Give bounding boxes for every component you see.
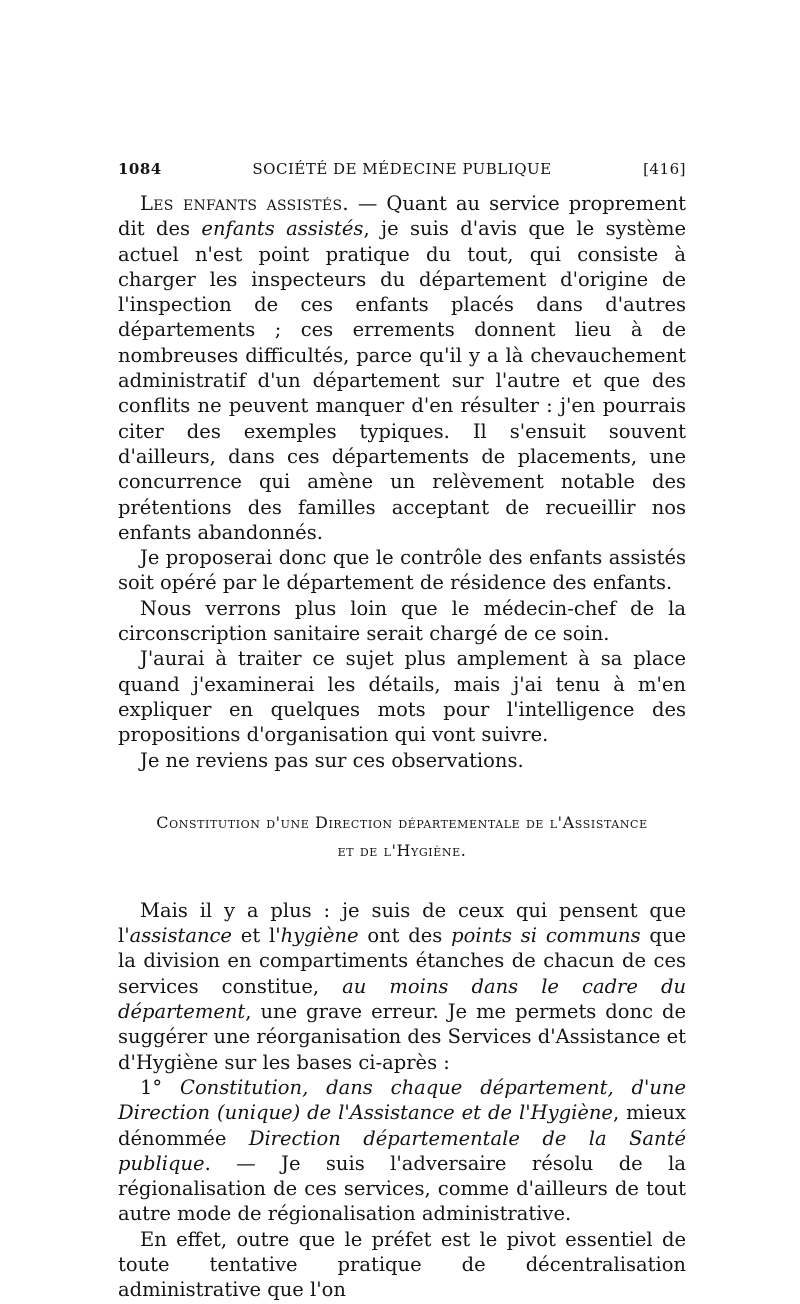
section-heading-line2: et de l'Hygiène. [337,840,467,860]
text-run: — Quant au service proprement dit des [118,192,687,241]
paragraph [118,898,686,1075]
italic-run: points si communs [451,924,641,948]
paragraph: Nous verrons plus loin que le médecin-chef de la circonscription sanitaire serait chargé de ce soin. [118,596,686,646]
text-run: que la division en compartiments étanches de chacun de ces services constitue, [118,924,686,998]
text-run: . — Je suis l'adversaire résolu de la régionalisation de ces services, comme d'ailleurs de tout autre mode de régionalisation administrative. [118,1151,686,1226]
section-heading-line1: Constitution d'une Direction départementale de l'Assistance [156,812,648,832]
italic-run: enfants assistés [201,217,364,241]
italic-run: hygiène [280,924,359,948]
bracket-number: [416] [643,160,686,178]
paragraph: En effet, outre que le préfet est le pivot essentiel de toute tentative pratique de décentralisation administrative que l'on [118,1227,686,1302]
paragraph: Je ne reviens pas sur ces observations. [140,748,524,772]
list-number: 1° [140,1075,163,1099]
section-heading [118,809,686,865]
paragraph: J'aurai à traiter ce sujet plus amplement à sa place quand j'examinerai les détails, mais j'ai tenu à m'en expliquer en quelques mots pour l'intelligence des propositions d'organisation qui vont suivre. [118,647,686,747]
paragraph: Je proposerai donc que le contrôle des enfants assistés soit opéré par le département de résidence des enfants. [118,546,686,595]
text-run: ont des [358,924,452,948]
paragraph [118,1075,686,1227]
text-run: Mais il y a plus : je suis de ceux qui pensent que l' [118,898,686,948]
running-title: SOCIÉTÉ DE MÉDECINE PUBLIQUE [252,160,552,178]
body-text [118,191,686,1303]
text-run: , une grave erreur. Je me permets donc de suggérer une réorganisation des Services d'Assistance et d'Hygiène sur les bases ci-après : [118,1000,686,1074]
text-run: , je suis d'avis que le système actuel n'est point pratique du tout, qui consiste à charger les inspecteurs du département d'origine de l'inspection de ces enfants placés dans d'autres départements ; ces errements donnent lieu à de nombreuses difficultés, parce qu'il y a là chevauchement administratif d'un département sur l'autre et que des conflits ne peuvent manquer d'en résulter : j'en pourrais citer des exemples typiques. Il s'ensuit souvent d'ailleurs, dans ces départements de placements, une concurrence qui amène un relèvement notable des prétentions des familles acceptant de recueillir nos enfants abandonnés. [118,217,687,544]
italic-run: assistance [129,924,232,948]
text-run: et l' [231,924,281,948]
italic-run: Direction départementale de la Santé publique [118,1126,686,1175]
italic-run: Constitution, dans chaque département, d'une Direction (unique) de l'Assistance et de l'Hygiène [118,1075,686,1125]
paragraph [118,191,686,545]
section-lead: Les enfants assistés. [140,192,349,215]
running-header [118,160,686,184]
text-run: , mieux dénommée [118,1101,686,1150]
italic-run: au moins dans le cadre du département [118,974,687,1024]
page-number: 1084 [118,160,162,178]
